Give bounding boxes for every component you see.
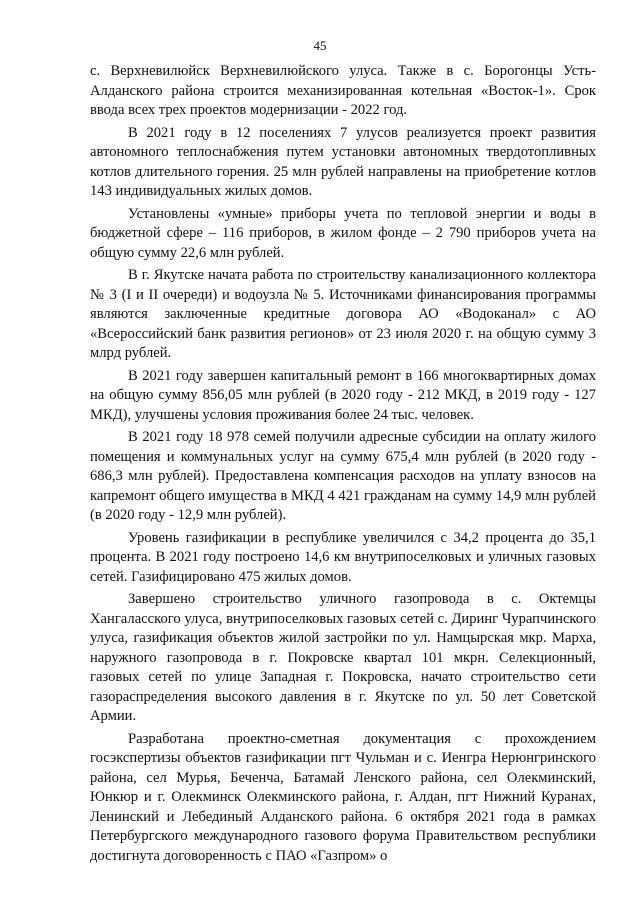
paragraph-gas-pipelines: Завершено строительство уличного газопровода в с. Октемцы Хангаласского улуса, внутрипоселковых газовых сетей с. Диринг Чурапчинского улуса, газификация объектов жилой застройки по ул. Намцырская мкр. Марха, наружного газопровода в г. Покровске квартал 101 мкрн. Селекционный, газовых сетей по улице Западная г. Покровска, начато строительство сети газораспределения высокого давления в г. Якутске по ул. 50 лет Советской Армии. [90,591,596,724]
page-number: 45 [313,38,327,53]
paragraph-subsidies: В 2021 году 18 978 семей получили адресные субсидии на оплату жилого помещения и коммунальных услуг на сумму 675,4 млн рублей (в 2020 году - 686,3 млн рублей). Предоставлена компенсация расходов на уплату взносов на капремонт общего имущества в МКД 4 421 гражданам на сумму 14,9 млн рублей (в 2020 году - 12,9 млн рублей). [90,429,596,523]
paragraph-autonomous-heating: В 2021 году в 12 поселениях 7 улусов реализуется проект развития автономного теплоснабжения путем установки автономных твердотопливных котлов длительного горения. 25 млн рублей направлены на приобретение котлов 143 индивидуальных жилых домов. [90,124,596,199]
paragraph-smart-meters: Установлены «умные» приборы учета по тепловой энергии и воды в бюджетной сфере – 116 приборов, в жилом фонде – 2 790 приборов учета на общую сумму 22,6 млн рублей. [90,205,596,261]
document-body [90,62,596,866]
paragraph-capital-repair: В 2021 году завершен капитальный ремонт в 166 многоквартирных домах на общую сумму 856,05 млн рублей (в 2020 году - 212 МКД, в 2019 году - 127 МКД), улучшены условия проживания более 24 тыс. человек. [90,367,596,423]
paragraph-verkhnevilyuysk: с. Верхневилюйск Верхневилюйского улуса. Также в с. Борогонцы Усть-Алданского района строится механизированная котельная «Восток-1». Срок ввода всех трех проектов модернизации - 2022 год. [90,63,596,118]
paragraph-design-documentation: Разработана проектно-сметная документация с прохождением госэкспертизы объектов газификации пгт Чульман и с. Иенгра Нерюнгринского района, сел Мурья, Беченча, Батамай Ленского района, сел Олекминский, Юнкюр и г. Олекминск Олекминского района, г. Алдан, пгт Нижний Куранах, Ленинский и Лебединый Алданского района. 6 октября 2021 года в рамках Петербургского международного газового форума Правительством республики достигнута договоренность с ПАО «Газпром» о [90,730,596,864]
paragraph-yakutsk-sewer: В г. Якутске начата работа по строительству канализационного коллектора № 3 (I и II очереди) и водоузла № 5. Источниками финансирования программы являются заключенные кредитные договора АО «Водоканал» с АО «Всероссийский банк развития регионов» от 23 июля 2020 г. на общую сумму 3 млрд рублей. [90,267,596,361]
paragraph-gasification-level: Уровень газификации в республике увеличился с 34,2 процента до 35,1 процента. В 2021 году построено 14,6 км внутрипоселковых и уличных газовых сетей. Газифицировано 475 жилых домов. [90,529,596,585]
